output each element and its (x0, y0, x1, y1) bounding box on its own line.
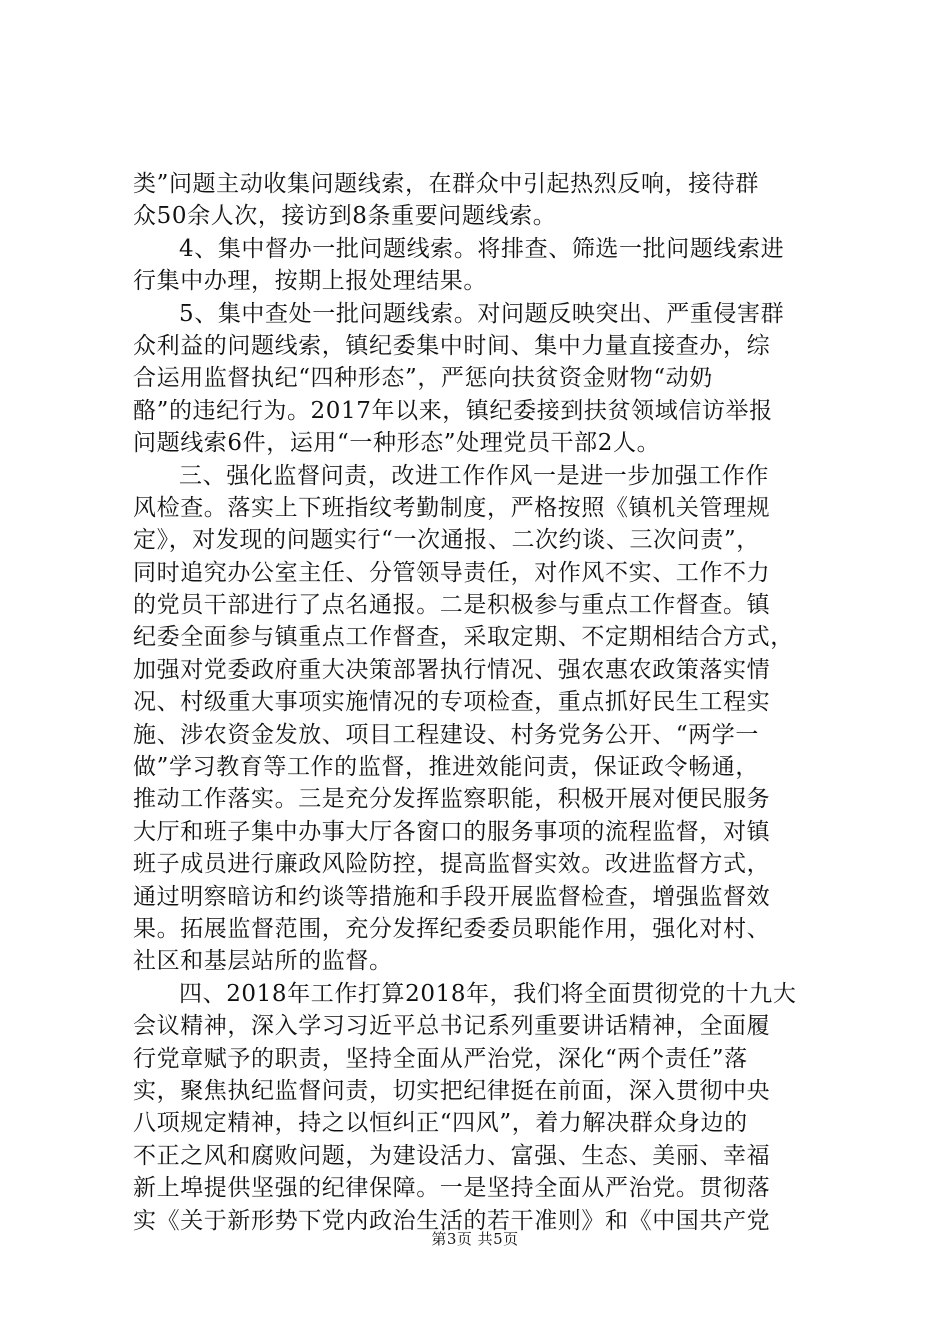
text-line: 社区和基层站所的监督。 (133, 948, 393, 975)
text-line: 5、集中查处一批问题线索。对问题反映突出、严重侵害群 (179, 300, 785, 327)
text-line: 4、集中督办一批问题线索。将排查、筛选一批问题线索进 (179, 235, 785, 262)
text-line: 合运用监督执纪“四种形态”，严惩向扶贫资金财物“动奶 (133, 365, 713, 392)
text-line: 的党员干部进行了点名通报。二是积极参与重点工作督查。镇 (133, 592, 771, 619)
text-line: 同时追究办公室主任、分管领导责任，对作风不实、工作不力 (133, 559, 771, 586)
text-line: 行集中办理，按期上报处理结果。 (133, 268, 487, 295)
text-line: 实《关于新形势下党内政治生活的若干准则》和《中国共产党 (133, 1207, 771, 1234)
paragraph (133, 168, 833, 233)
text-line: 行党章赋予的职责，坚持全面从严治党，深化“两个责任”落 (133, 1045, 748, 1072)
text-line: 众50余人次，接访到8条重要问题线索。 (133, 203, 557, 230)
paragraph (133, 460, 833, 978)
text-line: 风检查。落实上下班指纹考勤制度，严格按照《镇机关管理规 (133, 494, 771, 521)
text-line: 况、村级重大事项实施情况的专项检查，重点抓好民生工程实 (133, 689, 771, 716)
text-line: 推动工作落实。三是充分发挥监察职能，积极开展对便民服务 (133, 786, 771, 813)
paragraph (133, 233, 833, 298)
text-line: 众利益的问题线索，镇纪委集中时间、集中力量直接查办，综 (133, 332, 771, 359)
text-line: 通过明察暗访和约谈等措施和手段开展监督检查，增强监督效 (133, 883, 771, 910)
text-line: 纪委全面参与镇重点工作督查，采取定期、不定期相结合方式， (133, 624, 794, 651)
paragraph (133, 298, 833, 460)
document-body (133, 168, 833, 1237)
text-line: 实，聚焦执纪监督问责，切实把纪律挺在前面，深入贯彻中央 (133, 1077, 771, 1104)
text-line: 问题线索6件，运用“一种形态”处理党员干部2人。 (133, 430, 661, 457)
text-line: 不正之风和腐败问题，为建设活力、富强、生态、美丽、幸福 (133, 1142, 771, 1169)
text-line: 做”学习教育等工作的监督，推进效能问责，保证政令畅通， (133, 754, 759, 781)
page-footer: 第3页 共5页 (431, 1230, 519, 1248)
text-line: 酪”的违纪行为。2017年以来，镇纪委接到扶贫领域信访举报 (133, 397, 773, 424)
text-line: 加强对党委政府重大决策部署执行情况、强农惠农政策落实情 (133, 656, 771, 683)
text-line: 施、涉农资金发放、项目工程建设、村务党务公开、“两学一 (133, 721, 759, 748)
text-line: 会议精神，深入学习习近平总书记系列重要讲话精神，全面履 (133, 1013, 771, 1040)
paragraph (133, 978, 833, 1237)
text-line: 定》，对发现的问题实行“一次通报、二次约谈、三次问责”， (133, 527, 760, 554)
text-line: 四、2018年工作打算2018年，我们将全面贯彻党的十九大 (179, 980, 797, 1007)
text-line: 新上埠提供坚强的纪律保障。一是坚持全面从严治党。贯彻落 (133, 1175, 771, 1202)
text-line: 类”问题主动收集问题线索，在群众中引起热烈反响，接待群 (133, 171, 759, 197)
text-line: 八项规定精神，持之以恒纠正“四风”，着力解决群众身边的 (133, 1110, 748, 1137)
text-line: 果。拓展监督范围，充分发挥纪委委员职能作用，强化对村、 (133, 915, 771, 942)
text-line: 大厅和班子集中办事大厅各窗口的服务事项的流程监督，对镇 (133, 818, 771, 845)
text-line: 三、强化监督问责，改进工作作风一是进一步加强工作作 (179, 462, 769, 489)
text-line: 班子成员进行廉政风险防控，提高监督实效。改进监督方式， (133, 851, 771, 878)
